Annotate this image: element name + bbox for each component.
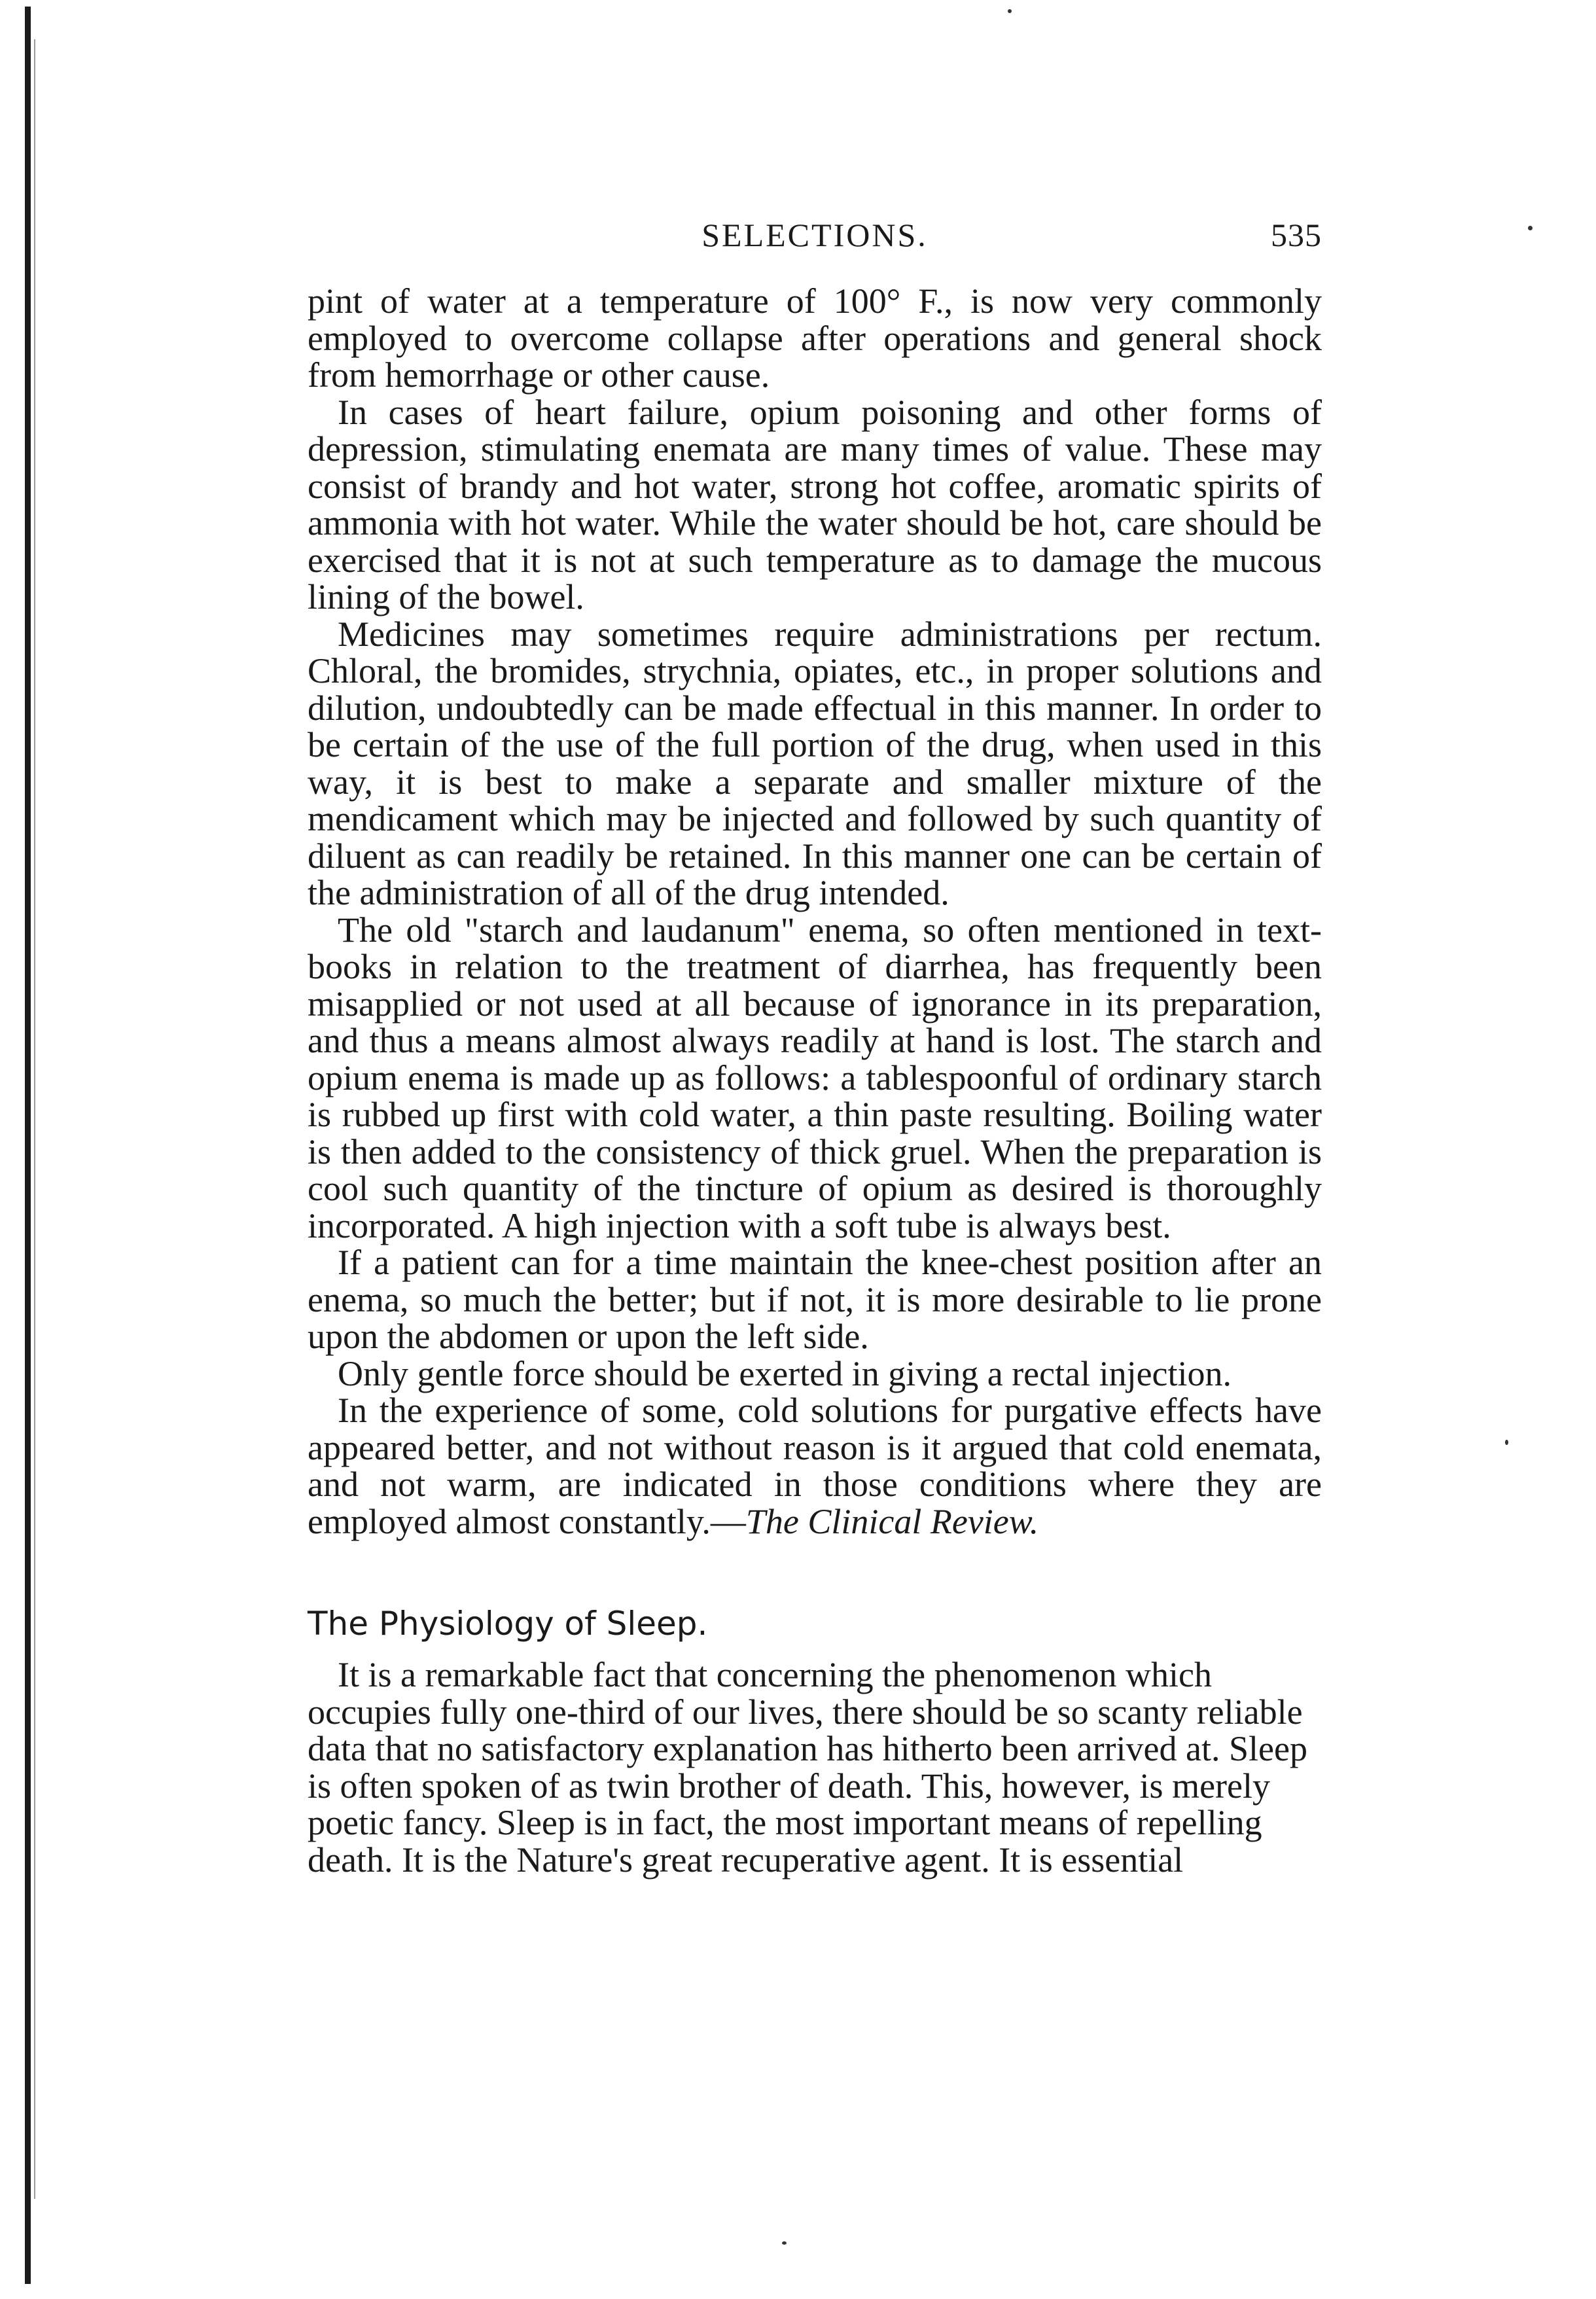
- page-edge-shadow: [34, 39, 35, 2199]
- paragraph-sleep: It is a remarkable fact that concerning the phenomenon which occupies fully one-third of our lives, there should be so scanty reliable data that no satisfactory explanation has hitherto been arrived at. Sleep is often spoken of as twin brother of death. This, however, is merely poetic fancy. Sleep is in fact, the most important means of repelling death. It is the Nature's great recuperative agent. It is essential: [308, 1655, 1307, 1880]
- paragraph-cold-solutions-text: In the experience of some, cold solutions for purgative effects have appeared better, and not without reason is it argued that cold enemata, and not warm, are indicated in those conditions where they are employed almost constantly.—: [308, 1391, 1322, 1541]
- paragraph-starch-enema: The old "starch and laudanum" enema, so often mentioned in text-books in relation to the treatment of diarrhea, has frequently been misapplied or not used at all because of ignorance in its preparation, and thus a means almost always readily at hand is lost. The starch and opium enema is made up as follows: a tablespoonful of ordinary starch is rubbed up first with cold water, a thin paste resulting. Boiling water is then added to the consistency of thick gruel. When the preparation is cool such quantity of the tincture of opium as desired is thoroughly incorporated. A high injection with a soft tube is always best.: [308, 910, 1322, 1245]
- paragraph-continued: pint of water at a temperature of 100° F., is now very commonly employed to overcome collapse after operations and general shock from hemorrhage or other cause.: [308, 281, 1322, 395]
- running-title: SELECTIONS.: [701, 217, 928, 253]
- paragraph-medicines: Medicines may sometimes require administrations per rectum. Chloral, the bromides, strychnia, opiates, etc., in proper solutions and dilution, undoubtedly can be made effectual in this manner. In order to be certain of the use of the full portion of the drug, when used in this way, it is best to make a separate and smaller mixture of the mendicament which may be injected and followed by such quantity of diluent as can readily be retained. In this manner one can be certain of the administration of all of the drug intended.: [308, 614, 1322, 912]
- paragraph-gentle-force: Only gentle force should be exerted in giving a rectal injection.: [338, 1353, 1232, 1393]
- running-header: [308, 216, 1322, 262]
- page-number: 535: [1271, 217, 1322, 253]
- section-heading: The Physiology of Sleep.: [308, 1605, 708, 1643]
- print-speck: [1505, 1440, 1508, 1445]
- paragraph-knee-chest: If a patient can for a time maintain the knee-chest position after an enema, so much the better; but if not, it is more desirable to lie prone upon the abdomen or upon the left side.: [308, 1243, 1322, 1356]
- paragraph-heart-failure: In cases of heart failure, opium poisoning and other forms of depression, stimulating enemata are many times of value. These may consist of brandy and hot water, strong hot coffee, aromatic spirits of ammonia with hot water. While the water should be hot, care should be exercised that it is not at such temperature as to damage the mucous lining of the bowel.: [308, 392, 1322, 616]
- citation-source: The Clinical Review.: [745, 1501, 1039, 1541]
- print-speck: [1008, 9, 1012, 13]
- paragraph-cold-solutions: [308, 1392, 1322, 1540]
- page-edge-rule: [25, 7, 31, 2284]
- article-body: [308, 283, 1322, 1878]
- print-speck: [1528, 226, 1533, 230]
- print-speck: [782, 2241, 787, 2245]
